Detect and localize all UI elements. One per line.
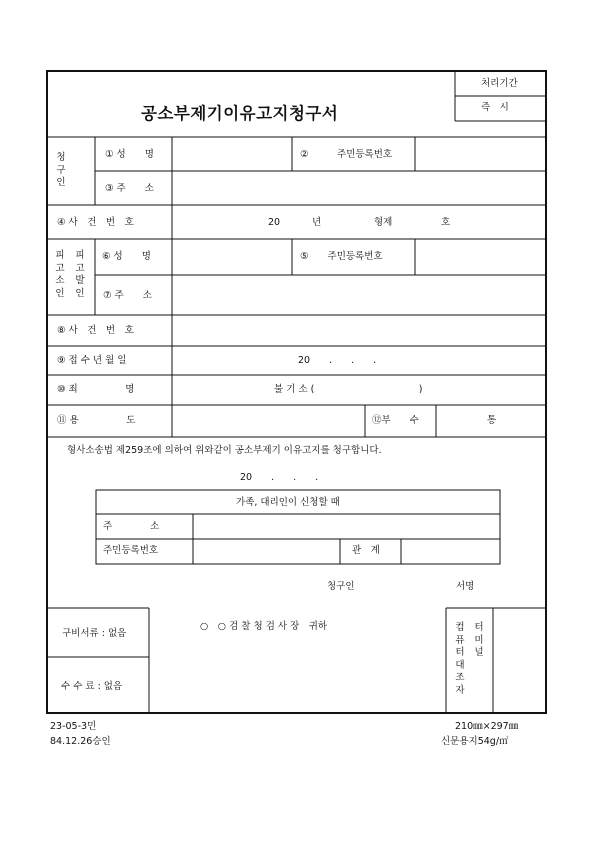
case-number-field[interactable]	[173, 206, 545, 238]
computer-label-col2: 터미널	[474, 622, 484, 658]
copies-label: ⑫부 수	[372, 415, 419, 426]
claimant-rrn-label: ② 주민등록번호	[300, 149, 393, 160]
checker-sign-field[interactable]	[494, 609, 545, 712]
claimant-name-label: ① 성 명	[105, 149, 154, 160]
form-title: 공소부제기이유고지청구서	[141, 104, 339, 123]
suspect-name-label: ⑥ 성 명	[102, 251, 151, 262]
charge-label: ⑩ 죄 명	[57, 384, 135, 395]
claimant-address-label: ③ 주 소	[105, 183, 154, 194]
statement-text: 형사소송법 제259조에 의하여 위와같이 공소부제기 이유고지를 청구합니다.	[67, 445, 382, 456]
agent-box-title: 가족, 대리인이 신청할 때	[236, 497, 340, 508]
agent-rrn-field[interactable]	[194, 540, 339, 563]
statement-date: 20 . . .	[240, 472, 319, 483]
suspect-rrn-label: ⑤ 주민등록번호	[300, 251, 383, 262]
agent-relation-label: 관 계	[352, 545, 380, 556]
claimant-name-field[interactable]	[173, 138, 291, 170]
receipt-date-value: 20 . . .	[298, 355, 377, 366]
suspect-group-label-2: 피고발인	[75, 250, 85, 299]
copies-field[interactable]	[437, 406, 545, 436]
charge-value: 불 기 소 ( )	[274, 384, 423, 395]
suspect-name-field[interactable]	[173, 240, 291, 274]
signature-field[interactable]	[362, 574, 452, 596]
suspect-address-label: ⑦ 주 소	[103, 290, 152, 301]
agent-address-label: 주 소	[103, 521, 160, 532]
charge-field[interactable]	[173, 376, 545, 404]
footer-size: 210㎜×297㎜	[455, 721, 519, 732]
suspect-group-label-1: 피고소인	[55, 250, 65, 299]
purpose-label: ⑪ 용 도	[57, 415, 136, 426]
footer-approval: 84.12.26승인	[50, 736, 111, 747]
footer-paper: 신문용지54g/㎡	[441, 736, 509, 747]
case-number-no-unit: 호	[441, 217, 451, 228]
claimant-rrn-field[interactable]	[416, 138, 545, 170]
agent-address-field[interactable]	[194, 515, 499, 538]
computer-label-col1: 컴퓨터대조자	[455, 622, 465, 696]
case-number2-field[interactable]	[173, 316, 545, 345]
agent-relation-field[interactable]	[402, 540, 499, 563]
addressee: ○ ○ 검 찰 청 검 사 장 귀하	[200, 621, 328, 632]
receipt-date-field[interactable]	[173, 347, 545, 374]
processing-period-label: 처리기간	[481, 78, 518, 89]
suspect-rrn-field[interactable]	[416, 240, 545, 274]
copies-unit: 통	[487, 415, 497, 426]
receipt-date-label: ⑨ 접 수 년 월 일	[57, 355, 127, 366]
claimant-address-field[interactable]	[173, 172, 545, 204]
case-number-year-unit: 년	[312, 217, 322, 228]
claimant-group-label: 청구인	[56, 152, 66, 188]
fee-label: 수 수 료 : 없음	[61, 681, 123, 692]
case-number-year-prefix: 20	[268, 217, 281, 228]
case-number-label: ④ 사 건 번 호	[57, 217, 134, 228]
processing-period-value: 즉 시	[481, 102, 509, 113]
case-number2-label: ⑧ 사 건 번 호	[57, 325, 134, 336]
footer-code: 23-05-3민	[50, 721, 97, 732]
signer-label: 청구인	[327, 581, 355, 592]
suspect-address-field[interactable]	[173, 276, 545, 314]
sign-label: 서명	[456, 581, 475, 592]
purpose-field[interactable]	[173, 406, 364, 436]
agent-rrn-label: 주민등록번호	[103, 545, 159, 556]
case-number-type: 형제	[374, 217, 393, 228]
documents-label: 구비서류 : 없음	[62, 628, 127, 639]
